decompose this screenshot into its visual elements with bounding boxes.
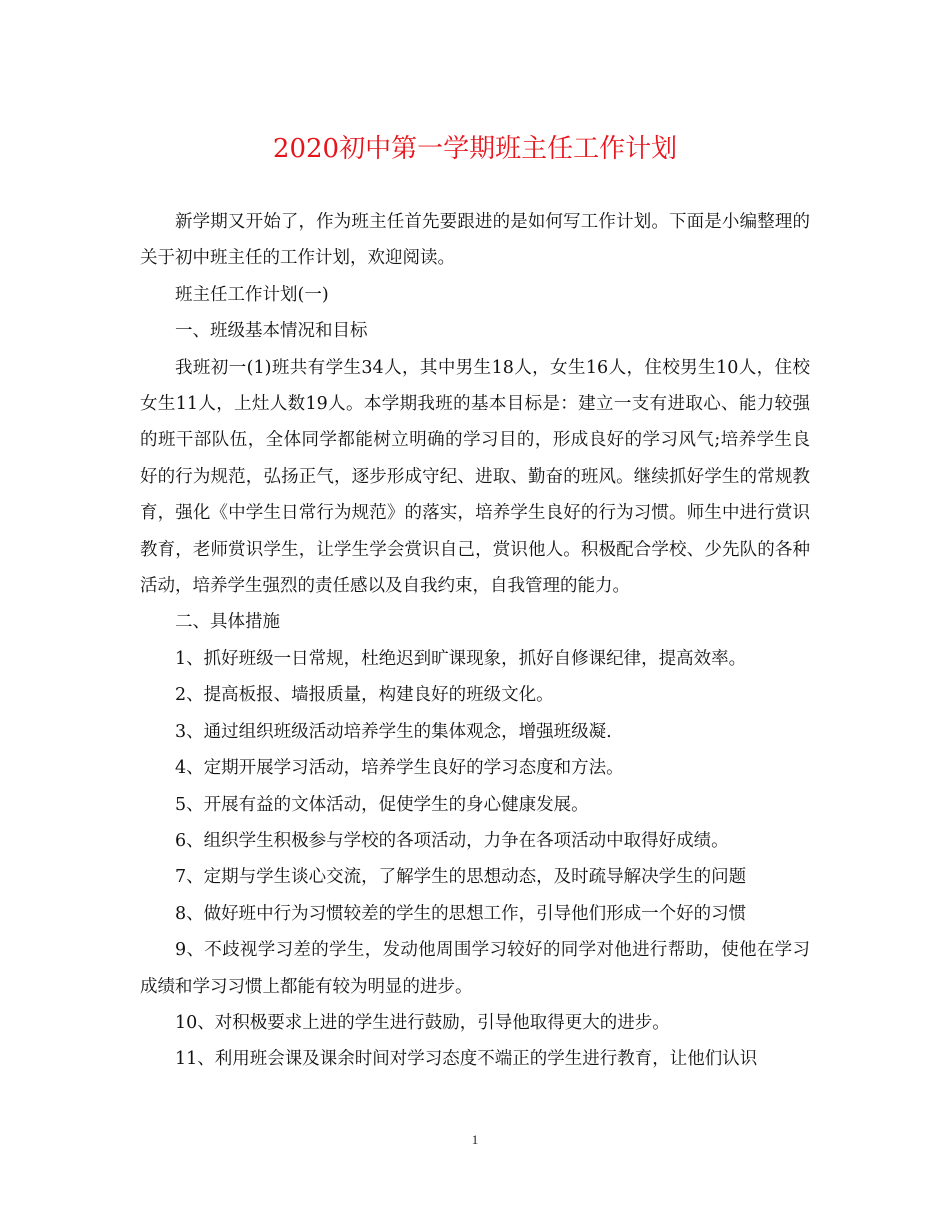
measure-item-6: 6、组织学生积极参与学校的各项活动，力争在各项活动中取得好成绩。 [175, 830, 729, 851]
section-heading-basic-situation: 一、班级基本情况和目标 [175, 321, 368, 342]
measure-item-1: 1、抓好班级一日常规，杜绝迟到旷课现象，抓好自修课纪律，提高效率。 [175, 648, 747, 669]
measure-item-9: 9、不歧视学习差的学生，发动他周围学习较好的同学对他进行帮助，使他在学习成绩和学习习惯上都能有较为明显的进步。 [140, 940, 810, 997]
document-title: 2020初中第一学期班主任工作计划 [272, 134, 678, 164]
intro-paragraph: 新学期又开始了，作为班主任首先要跟进的是如何写工作计划。下面是小编整理的关于初中班主任的工作计划，欢迎阅读。 [140, 212, 810, 269]
measure-item-3: 3、通过组织班级活动培养学生的集体观念，增强班级凝. [175, 721, 612, 742]
measure-item-2: 2、提高板报、墙报质量，构建良好的班级文化。 [175, 685, 554, 706]
measure-item-5: 5、开展有益的文体活动，促使学生的身心健康发展。 [175, 794, 589, 815]
page-number: 1 [471, 1132, 479, 1147]
measure-item-7: 7、定期与学生谈心交流，了解学生的思想动态，及时疏导解决学生的问题 [175, 867, 747, 888]
document-body [140, 204, 810, 1078]
measure-item-10: 10、对积极要求上进的学生进行鼓励，引导他取得更大的进步。 [175, 1012, 670, 1033]
measure-item-11: 11、利用班会课及课余时间对学习态度不端正的学生进行教育，让他们认识 [175, 1049, 758, 1070]
measure-item-8: 8、做好班中行为习惯较差的学生的思想工作，引导他们形成一个好的习惯 [175, 903, 747, 924]
basic-situation-paragraph: 我班初一(1)班共有学生34人，其中男生18人，女生16人，住校男生10人，住校女生11人，上灶人数19人。本学期我班的基本目标是：建立一支有进取心、能力较强的班干部队伍，全体同学都能树立明确的学习目的，形成良好的学习风气;培养学生良好的行为规范，弘扬正气，逐步形成守纪、进取、勤奋的班风。继续抓好学生的常规教育，强化《中学生日常行为规范》的落实，培养学生良好的行为习惯。师生中进行赏识教育，老师赏识学生，让学生学会赏识自己，赏识他人。积极配合学校、少先队的各种活动，培养学生强烈的责任感以及自我约束，自我管理的能力。 [140, 357, 810, 597]
section-heading-plan-1: 班主任工作计划(一) [175, 284, 329, 305]
measure-item-4: 4、定期开展学习活动，培养学生良好的学习态度和方法。 [175, 758, 624, 779]
section-heading-measures: 二、具体措施 [175, 612, 280, 633]
